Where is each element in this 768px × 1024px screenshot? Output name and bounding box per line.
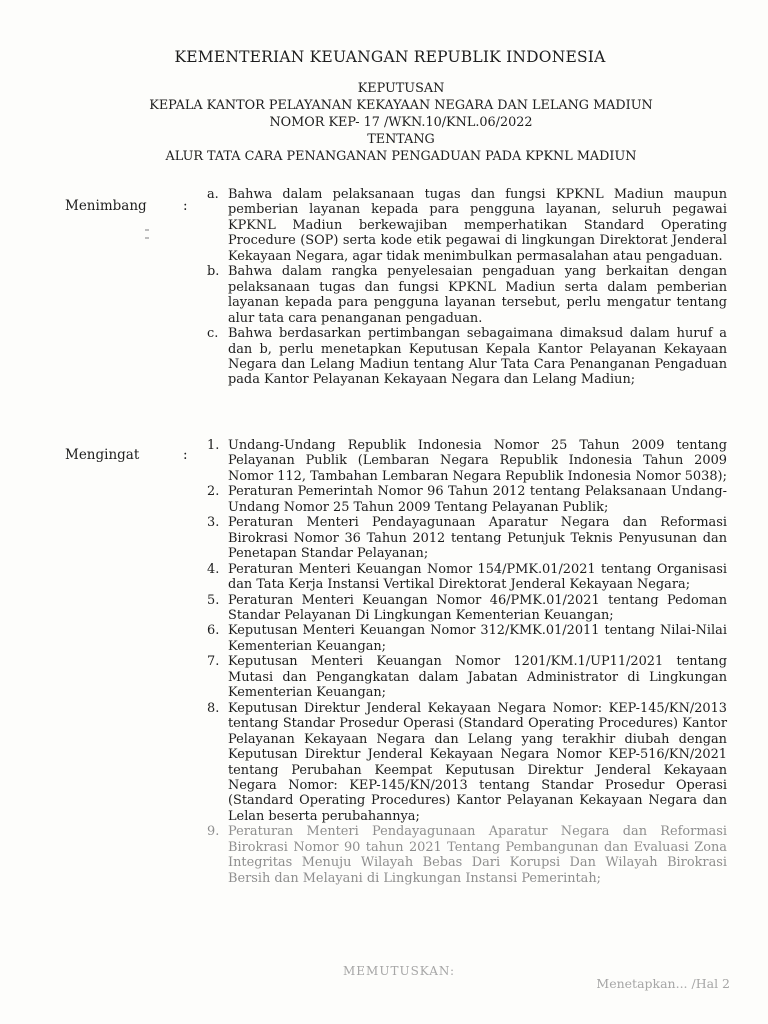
list-item	[207, 438, 727, 484]
list-item	[207, 593, 727, 624]
decision-about: TENTANG	[367, 132, 435, 147]
item-marker: 7.	[207, 654, 220, 670]
item-marker: 8.	[207, 700, 220, 716]
decision-label: KEPUTUSAN	[357, 81, 445, 96]
item-marker: 3.	[207, 515, 220, 531]
item-text: Peraturan Menteri Keuangan Nomor 46/PMK.01/2021 tentang Pedoman Standar Pelayanan Di Lingkungan Kementerian Keuangan;	[228, 592, 727, 623]
decision-heading	[34, 80, 768, 165]
menimbang-label: Menimbang	[65, 198, 147, 214]
list-item	[207, 701, 727, 825]
item-text: Bahwa dalam rangka penyelesaian pengaduan yang berkaitan dengan pelaksanaan tugas dan fungsi KPKNL Madiun serta dalam pemberian layanan kepada para pengguna layanan tersebut, perlu mengatur tentang alur tata cara penanganan pengaduan.	[228, 264, 727, 326]
item-marker: 5.	[207, 592, 220, 608]
item-text: Undang-Undang Republik Indonesia Nomor 25 Tahun 2009 tentang Pelayanan Publik (Lembaran Negara Republik Indonesia Tahun 2009 Nomor 112, Tambahan Lembaran Negara Republik Indonesia Nomor 5038);	[228, 438, 727, 484]
menimbang-list	[207, 187, 727, 388]
mengingat-colon: :	[183, 447, 188, 463]
list-item	[207, 187, 727, 264]
list-item	[207, 562, 727, 593]
item-text: Peraturan Menteri Keuangan Nomor 154/PMK.01/2021 tentang Organisasi dan Tata Kerja Instansi Vertikal Direktorat Jenderal Kekayaan Negara;	[228, 561, 727, 593]
item-marker: b.	[207, 264, 220, 280]
decision-issuer: KEPALA KANTOR PELAYANAN KEKAYAAN NEGARA DAN LELANG MADIUN	[149, 98, 653, 113]
item-marker: a.	[207, 187, 219, 202]
item-text: Keputusan Direktur Jenderal Kekayaan Negara Nomor: KEP-145/KN/2013 tentang Standar Prosedur Operasi (Standard Operating Procedures) Kantor Pelayanan Kekayaan Negara dan Lelang yang terakhir diubah dengan Keputusan Direktur Jenderal Kekayaan Negara Nomor KEP-516/KN/2021 tentang Perubahan Keempat Keputusan Direktur Jenderal Kekayaan Negara Nomor: KEP-145/KN/2013 tentang Standar Prosedur Operasi (Standard Operating Procedures) Kantor Pelayanan Kekayaan Negara dan Lelan beserta perubahannya;	[228, 700, 727, 824]
ministry-title: KEMENTERIAN KEUANGAN REPUBLIK INDONESIA	[174, 48, 606, 66]
list-item	[207, 264, 727, 326]
scan-speck	[145, 237, 149, 239]
mengingat-label: Mengingat	[65, 447, 140, 463]
item-marker: 9.	[207, 824, 220, 840]
list-item	[207, 515, 727, 561]
item-text: Keputusan Menteri Keuangan Nomor 312/KMK.01/2011 tentang Nilai-Nilai Kementerian Keuangan;	[228, 623, 727, 654]
item-marker: 2.	[207, 484, 220, 500]
decision-subject: ALUR TATA CARA PENANGANAN PENGADUAN PADA KPKNL MADIUN	[165, 149, 637, 164]
item-marker: 1.	[207, 438, 220, 453]
list-item	[207, 623, 727, 654]
document-header	[0, 48, 768, 165]
item-marker: 4.	[207, 561, 220, 577]
page-continuation: Menetapkan... /Hal 2	[596, 976, 730, 991]
mengingat-list	[207, 438, 727, 886]
item-text: Peraturan Pemerintah Nomor 96 Tahun 2012 tentang Pelaksanaan Undang-Undang Nomor 25 Tahun 2009 Tentang Pelayanan Publik;	[228, 484, 727, 515]
item-text: Peraturan Menteri Pendayagunaan Aparatur Negara dan Reformasi Birokrasi Nomor 36 Tahun 2012 tentang Petunjuk Teknis Penyusunan dan Penetapan Standar Pelayanan;	[228, 515, 727, 562]
item-text: Peraturan Menteri Pendayagunaan Aparatur Negara dan Reformasi Birokrasi Nomor 90 tahun 2021 Tentang Pembangunan dan Evaluasi Zona Integritas Menuju Wilayah Bebas Dari Korupsi Dan Wilayah Birokrasi Bersih dan Melayani di Lingkungan Instansi Pemerintah;	[228, 824, 727, 886]
item-text: Keputusan Menteri Keuangan Nomor 1201/KM.1/UP11/2021 tentang Mutasi dan Pengangkatan dalam Jabatan Administrator di Lingkungan Kementerian Keuangan;	[228, 654, 727, 701]
list-item	[207, 654, 727, 700]
item-marker: 6.	[207, 623, 220, 639]
memutuskan-heading: MEMUTUSKAN:	[343, 964, 456, 978]
item-text: Bahwa dalam pelaksanaan tugas dan fungsi KPKNL Madiun maupun pemberian layanan kepada para pengguna layanan, seluruh pegawai KPKNL Madiun berkewajiban memperhatikan Standard Operating Procedure (SOP) serta kode etik pegawai di lingkungan Direktorat Jenderal Kekayaan Negara, agar tidak menimbulkan permasalahan atau pengaduan.	[228, 187, 727, 264]
decision-number: NOMOR KEP- 17 /WKN.10/KNL.06/2022	[269, 115, 533, 130]
list-item	[207, 484, 727, 515]
item-marker: c.	[207, 326, 219, 342]
menimbang-colon: :	[183, 198, 188, 214]
list-item	[207, 326, 727, 388]
item-text: Bahwa berdasarkan pertimbangan sebagaimana dimaksud dalam huruf a dan b, perlu menetapkan Keputusan Kepala Kantor Pelayanan Kekayaan Negara dan Lelang Madiun tentang Alur Tata Cara Penanganan Pengaduan pada Kantor Pelayanan Kekayaan Negara dan Lelang Madiun;	[228, 326, 727, 388]
list-item	[207, 824, 727, 886]
scan-speck	[145, 229, 149, 231]
